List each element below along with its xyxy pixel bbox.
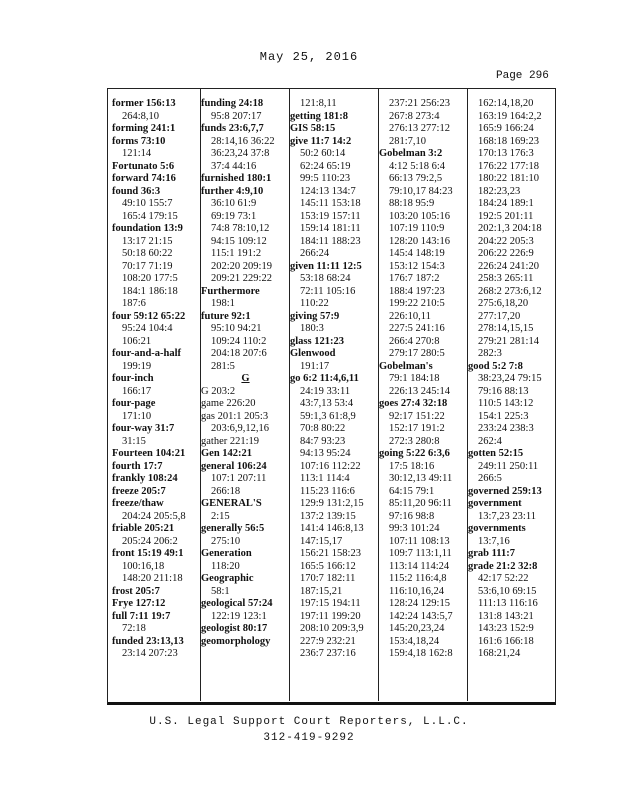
index-page-refs: 276:13 277:12 (389, 123, 450, 134)
index-page-refs: 103:20 105:16 (389, 210, 450, 222)
index-page-refs: 95:24 104:4 (122, 323, 173, 334)
index-page-refs: 205:24 206:2 (122, 535, 178, 547)
index-entry: funds 23:6,7,7 (201, 123, 264, 134)
index-page-refs: 113:1 114:4 (300, 473, 350, 484)
index-page-refs: 188:4 197:23 (389, 285, 445, 297)
index-page-refs: 204:22 205:3 (478, 235, 534, 247)
index-page-refs: 121:8,11 (300, 98, 337, 109)
index-entry: four-and-a-half (112, 348, 182, 359)
index-page-refs: 23:14 207:23 (122, 648, 178, 659)
index-entry: grade 21:2 32:8 (468, 560, 538, 572)
index-page-refs: 106:21 (122, 335, 152, 347)
index-column-5 (468, 98, 557, 693)
index-entry: Furthermore (201, 285, 260, 297)
index-page-refs: 69:19 73:1 (211, 210, 257, 222)
index-page-refs: 168:21,24 (478, 648, 521, 659)
index-page-refs: 108:20 177:5 (122, 273, 178, 284)
index-page-refs: 141:4 146:8,13 (300, 523, 364, 534)
index-page-refs: 143:23 152:9 (478, 623, 534, 634)
index-entry: getting 181:8 (290, 110, 349, 122)
index-page-refs: 184:1 186:18 (122, 285, 178, 297)
index-page-refs: 74:8 78:10,12 (211, 223, 270, 234)
index-entry: friable 205:21 (112, 523, 175, 534)
index-page-refs: 226:24 241:20 (478, 260, 539, 272)
index-entry: freeze/thaw (112, 498, 164, 509)
index-page-refs: 184:24 189:1 (478, 198, 534, 209)
index-page-refs: 113:14 114:24 (389, 560, 450, 572)
index-entry: former 156:13 (112, 98, 176, 109)
index-entry: Fortunato 5:6 (112, 160, 175, 172)
index-page-refs: 187:6 (122, 298, 146, 309)
index-entry: frankly 108:24 (112, 473, 178, 484)
index-page-refs: 109:7 113:1,11 (389, 548, 452, 559)
index-page-refs: 50:18 60:22 (122, 248, 173, 259)
index-entry: geomorphology (201, 635, 271, 647)
index-entry: forms 73:10 (112, 135, 166, 147)
index-page-refs: 118:20 (211, 560, 240, 572)
index-page-refs: 258:3 265:11 (478, 273, 534, 284)
index-entry: full 7:11 19:7 (112, 610, 171, 622)
index-page-refs: 121:14 (122, 148, 152, 159)
index-page-refs: 165:9 166:24 (478, 123, 534, 134)
index-page-refs: 13:17 21:15 (122, 235, 173, 247)
index-page-refs: 152:17 191:2 (389, 423, 445, 434)
index-page-refs: 267:8 273:4 (389, 110, 440, 122)
index-entry: fourth 17:7 (112, 460, 163, 472)
index-page-refs: 176:22 177:18 (478, 160, 539, 172)
index-page-refs: 145:11 153:18 (300, 198, 361, 209)
index-page-refs: 226:10,11 (389, 310, 431, 322)
index-page-refs: 176:7 187:2 (389, 273, 440, 284)
index-column-2 (201, 98, 290, 693)
index-entry: four-inch (112, 373, 154, 384)
index-page-refs: 84:7 93:23 (300, 435, 346, 447)
index-entry: given 11:11 12:5 (290, 260, 362, 272)
index-page-refs: 110:22 (300, 298, 329, 309)
index-page-refs: 171:10 (122, 410, 152, 422)
index-entry: forming 241:1 (112, 123, 176, 134)
index-page-refs: 209:21 229:22 (211, 273, 272, 284)
index-page-refs: 161:6 166:18 (478, 635, 534, 647)
index-entry: Glenwood (290, 348, 336, 359)
index-page-refs: 66:13 79:2,5 (389, 173, 443, 184)
index-entry: further 4:9,10 (201, 185, 264, 197)
index-page-refs: 199:19 (122, 360, 152, 372)
index-page-refs: 122:19 123:1 (211, 610, 267, 622)
index-page-refs: 277:17,20 (478, 310, 521, 322)
index-page-refs: 107:19 110:9 (389, 223, 445, 234)
index-page-refs: 53:6,10 69:15 (478, 585, 537, 597)
index-column-1 (112, 98, 201, 693)
index-page-refs: 226:13 245:14 (389, 385, 450, 397)
index-page-refs: 58:1 (211, 585, 230, 597)
index-entry: Gobelman's (379, 360, 433, 372)
index-page-refs: 17:5 18:16 (389, 460, 435, 472)
index-entry: governed 259:13 (468, 485, 542, 497)
index-page-refs: 37:4 44:16 (211, 160, 257, 172)
index-entry: funding 24:18 (201, 98, 264, 109)
index-entry: governments (468, 523, 526, 534)
index-page-refs: 204:18 207:6 (211, 348, 267, 359)
index-column-4 (379, 98, 468, 693)
index-page-refs: 145:4 148:19 (389, 248, 445, 259)
index-page-refs: 162:14,18,20 (478, 98, 534, 109)
index-column-3 (290, 98, 379, 693)
index-page-refs: 145:20,23,24 (389, 623, 445, 634)
index-page-refs: 116:10,16,24 (389, 585, 445, 597)
index-entry: game 226:20 (201, 398, 256, 409)
index-page-refs: 237:21 256:23 (389, 98, 450, 109)
index-page-refs: 180:22 181:10 (478, 173, 539, 184)
index-page-refs: 107:1 207:11 (211, 473, 267, 484)
index-page-refs: 154:1 225:3 (478, 410, 529, 422)
index-page-refs: 227:9 232:21 (300, 635, 356, 647)
index-page-refs: 94:13 95:24 (300, 448, 351, 459)
index-page-refs: 79:10,17 84:23 (389, 185, 453, 197)
index-entry: go 6:2 11:4,6,11 (290, 373, 359, 384)
index-entry: freeze 205:7 (112, 485, 166, 497)
index-page-refs: 99:3 101:24 (389, 523, 440, 534)
index-entry: gather 221:19 (201, 435, 260, 447)
index-page-refs: 159:4,18 162:8 (389, 648, 453, 659)
page-number: Page 296 (496, 70, 549, 82)
index-entry: G 203:2 (201, 385, 236, 397)
transcript-date: May 25, 2016 (259, 50, 359, 64)
index-page-refs: 264:8,10 (122, 110, 160, 122)
index-entry: gotten 52:15 (468, 448, 524, 459)
index-entry: frost 205:7 (112, 585, 160, 597)
index-page-refs: 72:11 105:16 (300, 285, 356, 297)
index-entry: Fourteen 104:21 (112, 448, 186, 459)
index-page-refs: 109:24 110:2 (211, 335, 267, 347)
index-entry: good 5:2 7:8 (468, 360, 523, 372)
index-page-refs: 202:1,3 204:18 (478, 223, 542, 234)
letter-heading: G (241, 373, 250, 384)
index-page-refs: 203:6,9,12,16 (211, 423, 270, 434)
index-page-refs: 28:14,16 36:22 (211, 135, 275, 147)
index-page-refs: 153:19 157:11 (300, 210, 361, 222)
index-page-refs: 165:5 166:12 (300, 560, 356, 572)
index-page-refs: 187:15,21 (300, 585, 343, 597)
index-page-refs: 272:3 280:8 (389, 435, 440, 447)
index-page-refs: 197:15 194:11 (300, 598, 361, 609)
index-entry: gas 201:1 205:3 (201, 410, 269, 422)
index-page-refs: 115:2 116:4,8 (389, 573, 447, 584)
index-page-refs: 70:8 80:22 (300, 423, 346, 434)
index-page-refs: 85:11,20 96:11 (389, 498, 452, 509)
index-page-refs: 79:1 184:18 (389, 373, 440, 384)
index-page-refs: 38:23,24 79:15 (478, 373, 542, 384)
index-page-refs: 107:16 112:22 (300, 460, 361, 472)
index-page-refs: 128:20 143:16 (389, 235, 450, 247)
index-page-refs: 279:21 281:14 (478, 335, 539, 347)
index-entry: geological 57:24 (201, 598, 273, 609)
index-page-refs: 206:22 226:9 (478, 248, 534, 259)
index-entry: front 15:19 49:1 (112, 548, 184, 559)
index-page-refs: 59:1,3 61:8,9 (300, 410, 356, 422)
index-page-refs: 282:3 (478, 348, 502, 359)
index-page-refs: 153:12 154:3 (389, 260, 445, 272)
index-page-refs: 275:10 (211, 535, 241, 547)
index-page-refs: 199:22 210:5 (389, 298, 445, 309)
index-page-refs: 208:10 209:3,9 (300, 623, 364, 634)
index-page-refs: 249:11 250:11 (478, 460, 539, 472)
index-entry: four-way 31:7 (112, 423, 175, 434)
index-entry: furnished 180:1 (201, 173, 272, 184)
index-entry: Gobelman 3:2 (379, 148, 443, 159)
index-entry: Generation (201, 548, 252, 559)
index-page-refs: 266:4 270:8 (389, 335, 440, 347)
index-page-refs: 97:16 98:8 (389, 510, 435, 522)
index-page-refs: 13:7,16 (478, 535, 510, 547)
index-page-refs: 36:23,24 37:8 (211, 148, 270, 159)
index-page-refs: 53:18 68:24 (300, 273, 351, 284)
index-page-refs: 275:6,18,20 (478, 298, 529, 309)
index-page-refs: 50:2 60:14 (300, 148, 346, 159)
index-entry: found 36:3 (112, 185, 161, 197)
index-page-refs: 70:17 71:19 (122, 260, 173, 272)
index-page-refs: 62:24 65:19 (300, 160, 351, 172)
index-entry: grab 111:7 (468, 548, 515, 559)
index-page-refs: 115:23 116:6 (300, 485, 355, 497)
index-page-refs: 166:17 (122, 385, 152, 397)
index-entry: generally 56:5 (201, 523, 265, 534)
index-page-refs: 182:23,23 (478, 185, 521, 197)
index-page-refs: 129:9 131:2,15 (300, 498, 364, 509)
index-page-refs: 156:21 158:23 (300, 548, 361, 559)
index-page-refs: 107:11 108:13 (389, 535, 450, 547)
index-page-refs: 192:5 201:11 (478, 210, 534, 222)
page-footer (0, 714, 618, 746)
index-page-refs: 2:15 (211, 510, 230, 522)
index-page-refs: 111:13 116:16 (478, 598, 538, 609)
index-entry: GENERAL'S (201, 498, 262, 509)
index-page-refs: 197:11 199:20 (300, 610, 361, 622)
index-page-refs: 49:10 155:7 (122, 198, 173, 209)
index-page-refs: 24:19 33:11 (300, 385, 351, 397)
index-page-refs: 266:24 (300, 248, 330, 259)
index-page-refs: 43:7,13 53:4 (300, 398, 354, 409)
index-page-refs: 184:11 188:23 (300, 235, 361, 247)
index-entry: glass 121:23 (290, 335, 344, 347)
index-page-refs: 147:15,17 (300, 535, 343, 547)
index-entry: Frye 127:12 (112, 598, 166, 609)
index-page-refs: 281:7,10 (389, 135, 427, 147)
index-entry: Gen 142:21 (201, 448, 253, 459)
index-page-refs: 236:7 237:16 (300, 648, 356, 659)
index-page-refs: 4:12 5:18 6:4 (389, 160, 446, 172)
index-entry: general 106:24 (201, 460, 267, 472)
index-entry: Geographic (201, 573, 254, 584)
index-entry: government (468, 498, 522, 509)
index-page-refs: 281:5 (211, 360, 235, 372)
index-page-refs: 266:18 (211, 485, 241, 497)
index-page-refs: 13:7,23 23:11 (478, 510, 536, 522)
index-page-refs: 30:12,13 49:11 (389, 473, 453, 484)
index-entry: funded 23:13,13 (112, 635, 184, 647)
index-page-refs: 198:1 (211, 298, 235, 309)
index-page-refs: 115:1 191:2 (211, 248, 262, 259)
index-page-refs: 92:17 151:22 (389, 410, 445, 422)
index-page-refs: 279:17 280:5 (389, 348, 445, 359)
index-entry: going 5:22 6:3,6 (379, 448, 450, 459)
index-page-refs: 100:16,18 (122, 560, 165, 572)
index-page-refs: 94:15 109:12 (211, 235, 267, 247)
reporter-company: U.S. Legal Support Court Reporters, L.L.C. (149, 716, 469, 728)
index-page-refs: 170:13 176:3 (478, 148, 534, 159)
index-page-refs: 262:4 (478, 435, 502, 447)
index-page-refs: 131:8 143:21 (478, 610, 534, 622)
index-page-refs: 165:4 179:15 (122, 210, 178, 222)
index-entry: give 11:7 14:2 (290, 135, 352, 147)
index-entry: foundation 13:9 (112, 223, 183, 234)
index-page-refs: 153:4,18,24 (389, 635, 440, 647)
index-entry: geologist 80:17 (201, 623, 268, 634)
index-page-refs: 168:18 169:23 (478, 135, 539, 147)
index-entry: goes 27:4 32:18 (379, 398, 448, 409)
index-page-refs: 110:5 143:12 (478, 398, 534, 409)
index-page-refs: 36:10 61:9 (211, 198, 257, 209)
index-page-refs: 159:14 181:11 (300, 223, 361, 234)
index-page-refs: 268:2 273:6,12 (478, 285, 542, 297)
index-page-refs: 137:2 139:15 (300, 510, 356, 522)
word-index-table (107, 88, 556, 705)
index-page-refs: 204:24 205:5,8 (122, 510, 186, 522)
index-page-refs: 31:15 (122, 435, 146, 447)
index-page-refs: 148:20 211:18 (122, 573, 183, 584)
index-page-refs: 233:24 238:3 (478, 423, 534, 434)
index-page-refs: 95:10 94:21 (211, 323, 262, 334)
index-page-refs: 266:5 (478, 473, 502, 484)
index-entry: four-page (112, 398, 156, 409)
index-page-refs: 79:16 88:13 (478, 385, 529, 397)
index-page-refs: 180:3 (300, 323, 324, 334)
index-entry: GIS 58:15 (290, 123, 336, 134)
index-page-refs: 42:17 52:22 (478, 573, 529, 584)
index-page-refs: 227:5 241:16 (389, 323, 445, 334)
index-page-refs: 202:20 209:19 (211, 260, 272, 272)
index-page-refs: 72:18 (122, 623, 146, 634)
index-page-refs: 64:15 79:1 (389, 485, 435, 497)
index-page-refs: 99:5 110:23 (300, 173, 351, 184)
index-entry: four 59:12 65:22 (112, 310, 186, 322)
index-page-refs: 163:19 164:2,2 (478, 110, 542, 122)
index-entry: future 92:1 (201, 310, 251, 322)
index-page-refs: 124:13 134:7 (300, 185, 356, 197)
index-page-refs: 95:8 207:17 (211, 110, 262, 122)
reporter-phone: 312-419-9292 (263, 732, 355, 744)
index-page-refs: 88:18 95:9 (389, 198, 435, 209)
index-entry: forward 74:16 (112, 173, 176, 184)
index-page-refs: 278:14,15,15 (478, 323, 534, 334)
index-page-refs: 128:24 129:15 (389, 598, 450, 609)
index-page-refs: 170:7 182:11 (300, 573, 356, 584)
index-page-refs: 191:17 (300, 360, 330, 372)
index-page-refs: 142:24 143:5,7 (389, 610, 453, 622)
index-entry: giving 57:9 (290, 310, 340, 322)
